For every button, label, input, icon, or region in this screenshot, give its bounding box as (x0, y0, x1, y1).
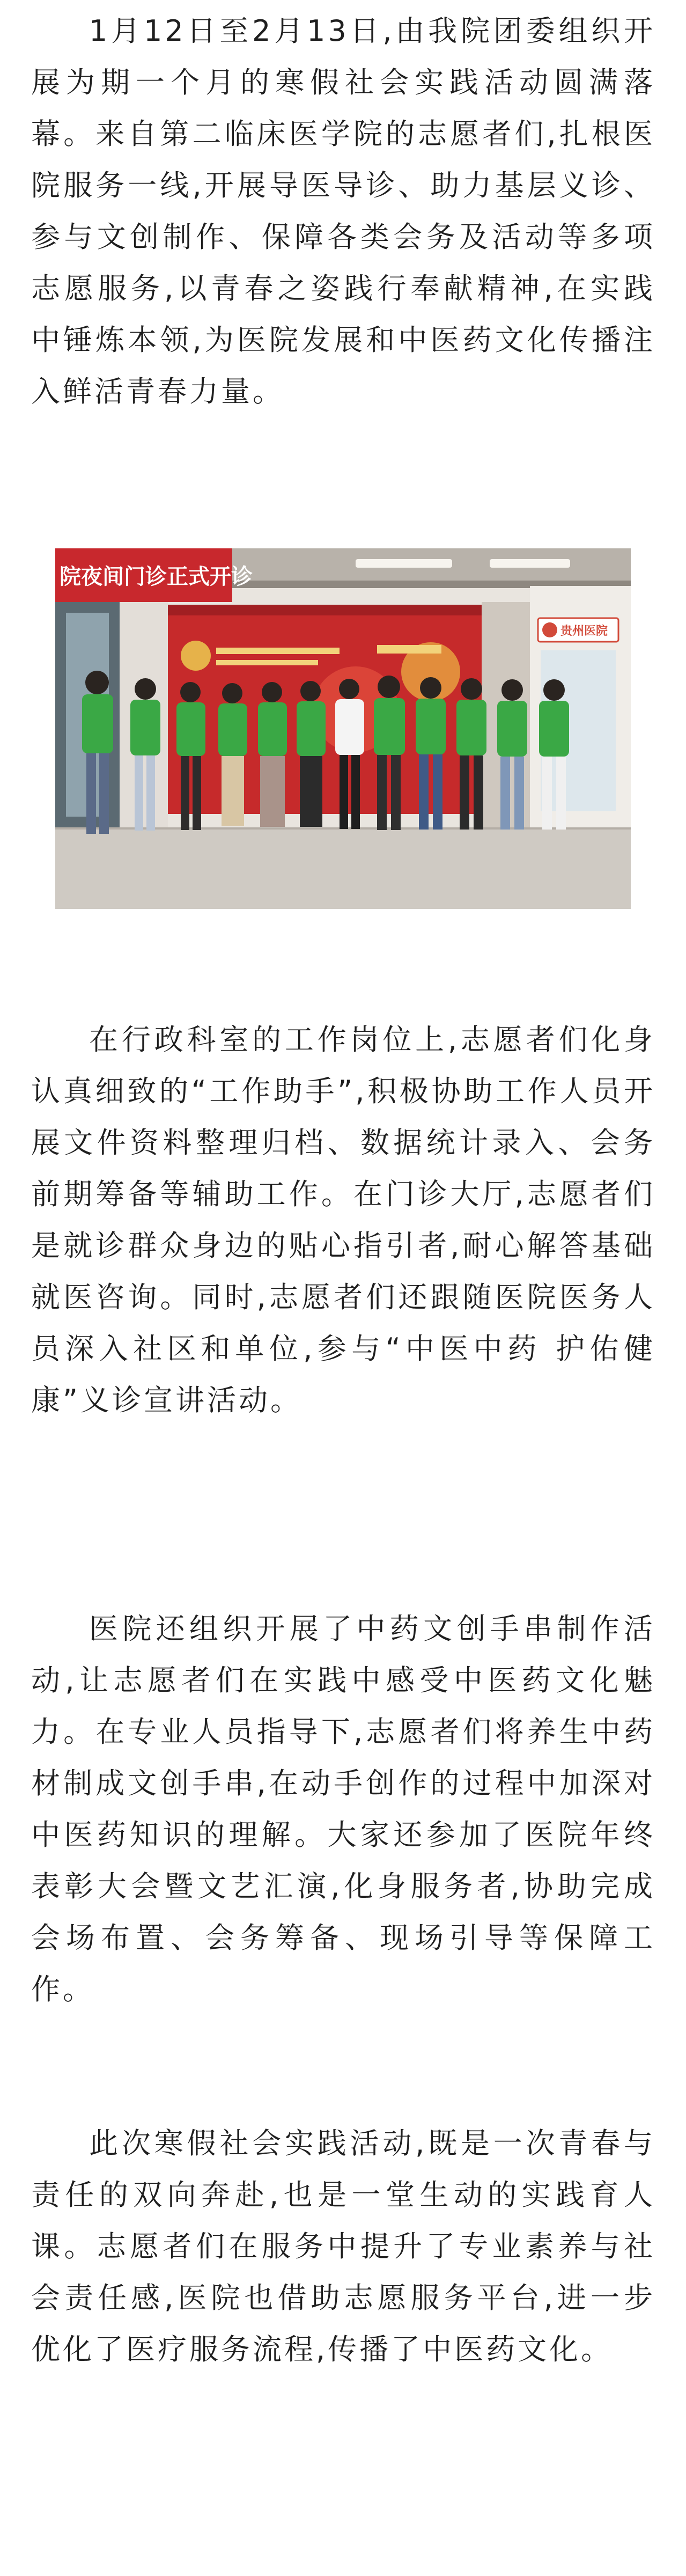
banner-text: 院夜间门诊正式开诊 (60, 564, 253, 589)
hospital-sign-text: 贵州医院 (560, 625, 608, 638)
paragraph-summary: 此次寒假社会实践活动,既是一次青春与责任的双向奔赴,也是一堂生动的实践育人课。志愿者们在服务中提升了专业素养与社会责任感,医院也借助志愿服务平台,进一步优化了医疗服务流程,传播了中医药文化。 (31, 2126, 655, 2366)
paragraph-cultural-activity: 医院还组织开展了中药文创手串制作活动,让志愿者们在实践中感受中医药文化魅力。在专业人员指导下,志愿者们将养生中药材制成文创手串,在动手创作的过程中加深对中医药知识的理解。大家还参加了医院年终表彰大会暨文艺汇演,化身服务者,协助完成会场布置、会务筹备、现场引导等保障工作。 (31, 1612, 655, 2006)
paragraph-admin-work: 在行政科室的工作岗位上,志愿者们化身认真细致的“工作助手”,积极协助工作人员开展文件资料整理归档、数据统计录入、会务前期筹备等辅助工作。在门诊大厅,志愿者们是就诊群众身边的贴心指引者,耐心解答基础就医咨询。同时,志愿者们还跟随医院医务人员深入社区和单位,参与“中医中药 护佑健康”义诊宣讲活动。 (31, 1023, 655, 1417)
group-photo (55, 548, 631, 909)
paragraph-intro: 1月12日至2月13日,由我院团委组织开展为期一个月的寒假社会实践活动圆满落幕。来自第二临床医学院的志愿者们,扎根医院服务一线,开展导医导诊、助力基层义诊、参与文创制作、保障各类会务及活动等多项志愿服务,以青春之姿践行奉献精神,在实践中锤炼本领,为医院发展和中医药文化传播注入鲜活青春力量。 (31, 14, 655, 408)
group-photo-illustration (55, 548, 631, 909)
